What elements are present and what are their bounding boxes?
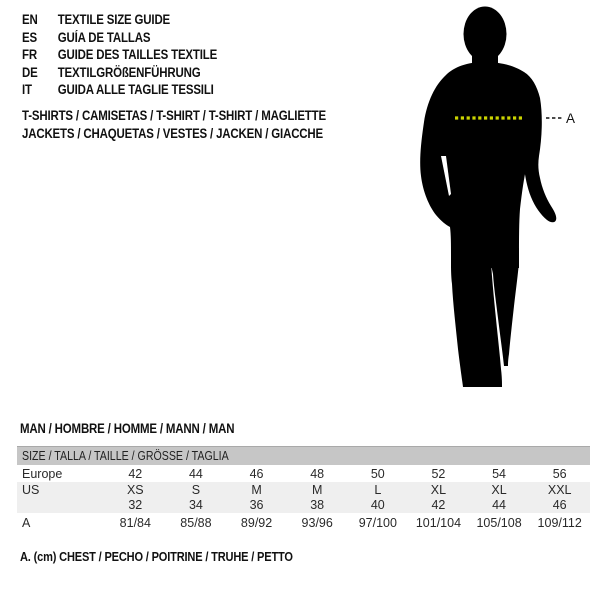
size-table [17,446,590,532]
size-cell: 46 [552,498,567,512]
size-cell: 56 [552,466,567,481]
size-cell: 50 [370,466,385,481]
language-row-es [22,29,252,47]
table-row-chest-cm [17,513,590,532]
size-cell: XL [430,482,447,497]
size-cell: 89/92 [240,515,273,530]
language-row-fr [22,46,252,64]
size-cell: 42 [431,498,446,512]
table-row-us-numeric [17,497,590,513]
size-cell: 36 [249,498,264,512]
size-cell: XXL [547,482,572,497]
size-cell: L [374,482,382,497]
language-code: DE [22,64,38,80]
size-table-header-text: SIZE / TALLA / TAILLE / GRÖSSE / TAGLIA [22,449,229,463]
table-row-us-letters [17,482,590,497]
size-cell: 34 [188,498,203,512]
size-cell: 38 [310,498,325,512]
language-row-it [22,81,252,99]
row-label: A [22,515,31,530]
size-cell: M [251,482,262,497]
size-cell: 44 [188,466,203,481]
row-label: Europe [22,466,63,481]
size-cell: 97/100 [358,515,397,530]
language-code: FR [22,47,37,63]
language-code: IT [22,82,32,98]
language-row-de [22,64,252,82]
size-cell: 85/88 [180,515,212,530]
row-label: US [22,482,40,497]
size-cell: M [311,482,323,497]
size-cell: 54 [492,466,507,481]
section-title-man [20,421,272,436]
size-cell: 52 [431,466,446,481]
table-row-europe [17,465,590,482]
size-cell: XL [491,482,507,497]
size-cell: XS [126,482,144,497]
garment-categories [22,107,380,143]
size-cell: S [191,482,201,497]
size-cell: 46 [249,466,264,481]
measurement-footnote [20,549,341,564]
measure-label-a: A [566,111,576,126]
measurement-footnote-text: A. (cm) CHEST / PECHO / POITRINE / TRUHE / PETTO [20,549,293,564]
language-row-en [22,11,252,29]
language-code: EN [22,12,38,27]
size-cell: 81/84 [119,515,151,530]
language-code: ES [22,29,37,45]
size-cell: 48 [310,466,325,481]
language-guide-list [22,11,252,99]
size-cell: 109/112 [537,515,582,530]
size-cell: 40 [370,498,385,512]
man-silhouette [420,7,556,388]
section-title-text: MAN / HOMBRE / HOMME / MANN / MAN [20,421,235,436]
size-cell: 101/104 [415,515,462,530]
language-title: GUIDA ALLE TAGLIE TESSILI [57,82,214,98]
language-title: TEXTILGRÖßENFÜHRUNG [57,64,201,80]
language-title: GUÍA DE TALLAS [57,29,151,45]
size-cell: 44 [492,498,507,512]
size-table-header [17,446,590,465]
category-line-tshirts: T-SHIRTS / CAMISETAS / T-SHIRT / T-SHIRT / MAGLIETTE [22,108,326,123]
language-title: GUIDE DES TAILLES TEXTILE [57,47,218,63]
category-line-jackets: JACKETS / CHAQUETAS / VESTES / JACKEN / GIACCHE [22,126,324,141]
size-cell: 32 [128,498,143,512]
language-title: TEXTILE SIZE GUIDE [57,12,171,27]
man-silhouette-figure [405,4,580,396]
size-cell: 93/96 [301,515,333,530]
size-cell: 42 [128,466,143,481]
size-cell: 105/108 [476,515,522,530]
